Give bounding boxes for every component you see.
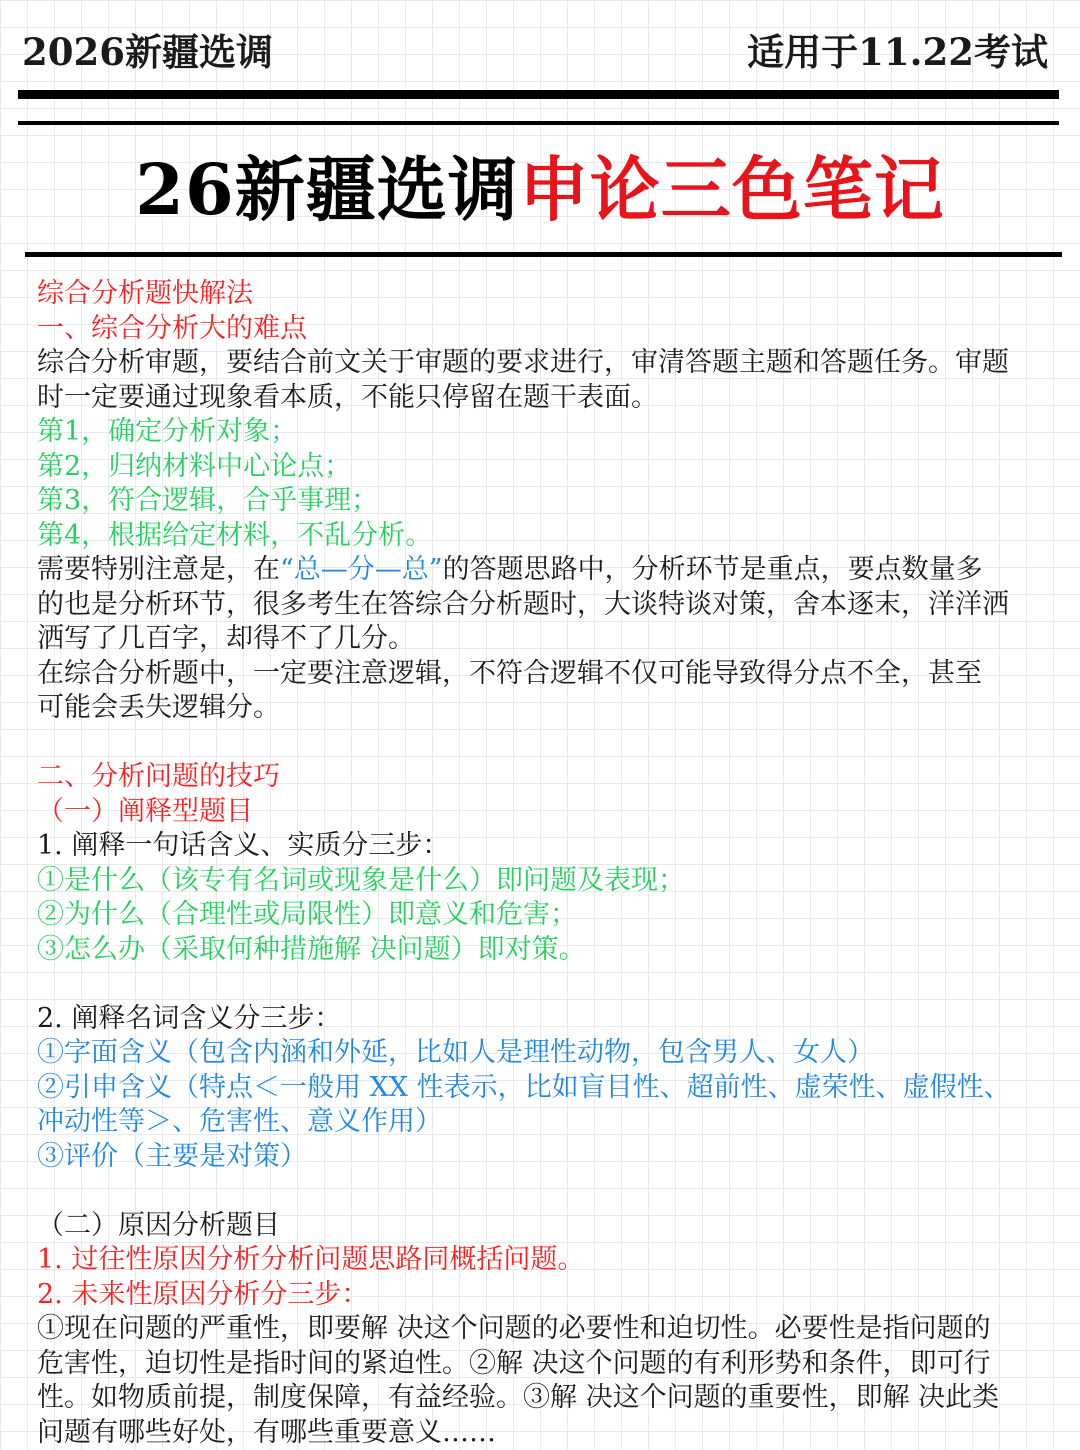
spacer	[37, 967, 1075, 1002]
paragraph-line: ①现在问题的严重性，即要解 决这个问题的必要性和迫切性。必要性是指问题的	[37, 1312, 1075, 1347]
section-heading: 一、综合分析大的难点	[37, 312, 1075, 347]
paragraph-line: 问题有哪些好处，有哪些重要意义……	[37, 1416, 1075, 1450]
paragraph-line: 1. 阐释一句话含义、实质分三步：	[37, 829, 1075, 864]
list-item: 1. 过往性原因分析分析问题思路同概括问题。	[37, 1243, 1075, 1278]
paragraph-line: 的也是分析环节，很多考生在答综合分析题时，大谈特谈对策，舍本逐末，洋洋洒	[37, 588, 1075, 623]
list-item: ③评价（主要是对策）	[37, 1140, 1075, 1175]
text-segment: 需要特别注意是，在	[37, 554, 280, 585]
spacer	[37, 1174, 1075, 1209]
list-item: 第1，确定分析对象；	[37, 415, 1075, 450]
list-item: ③怎么办（采取何种措施解 决问题）即对策。	[37, 933, 1075, 968]
paragraph-line: 时一定要通过现象看本质，不能只停留在题干表面。	[37, 381, 1075, 416]
list-item: ①是什么（该专有名词或现象是什么）即问题及表现；	[37, 864, 1075, 899]
list-item: 2. 未来性原因分析分三步：	[37, 1278, 1075, 1313]
paragraph-line: 性。如物质前提，制度保障，有益经验。③解 决这个问题的重要性，即解 决此类	[37, 1381, 1075, 1416]
list-item: 第3，符合逻辑，合乎事理；	[37, 484, 1075, 519]
paragraph-line: 2. 阐释名词含义分三步：	[37, 1002, 1075, 1037]
section-heading: 综合分析题快解法	[37, 277, 1075, 312]
subsection-heading: （一）阐释型题目	[37, 795, 1075, 830]
list-item: 第4，根据给定材料，不乱分析。	[37, 519, 1075, 554]
highlight-segment: “总—分—总”	[280, 554, 443, 585]
page-title	[0, 142, 1080, 238]
paragraph-line: 可能会丢失逻辑分。	[37, 691, 1075, 726]
paragraph-line	[37, 553, 1075, 588]
section-heading: 二、分析问题的技巧	[37, 760, 1075, 795]
title-black-part: 26新疆选调	[135, 148, 518, 231]
divider-under-title	[25, 252, 1062, 257]
header-right-text: 适用于11.22考试	[747, 22, 1048, 76]
header-left-text: 2026新疆选调	[22, 22, 273, 76]
divider-thin	[18, 121, 1059, 125]
paragraph-line: 在综合分析题中，一定要注意逻辑，不符合逻辑不仅可能导致得分点不全，甚至	[37, 657, 1075, 692]
list-item: ①字面含义（包含内涵和外延，比如人是理性动物，包含男人、女人）	[37, 1036, 1075, 1071]
list-item: ②为什么（合理性或局限性）即意义和危害；	[37, 898, 1075, 933]
paragraph-line: 综合分析审题，要结合前文关于审题的要求进行，审清答题主题和答题任务。审题	[37, 346, 1075, 381]
title-red-part: 申论三色笔记	[519, 148, 945, 231]
divider-thick	[18, 90, 1059, 99]
subsection-heading: （二）原因分析题目	[37, 1209, 1075, 1244]
paragraph-line: 洒写了几百字，却得不了几分。	[37, 622, 1075, 657]
header-bar	[22, 22, 1048, 78]
text-segment: 的答题思路中，分析环节是重点，要点数量多	[443, 554, 983, 585]
list-item: 冲动性等＞、危害性、意义作用）	[37, 1105, 1075, 1140]
list-item: ②引申含义（特点＜一般用 XX 性表示，比如盲目性、超前性、虚荣性、虚假性、	[37, 1071, 1075, 1106]
spacer	[37, 726, 1075, 761]
list-item: 第2，归纳材料中心论点；	[37, 450, 1075, 485]
notes-body	[37, 277, 1075, 1450]
paragraph-line: 危害性，迫切性是指时间的紧迫性。②解 决这个问题的有利形势和条件，即可行	[37, 1347, 1075, 1382]
